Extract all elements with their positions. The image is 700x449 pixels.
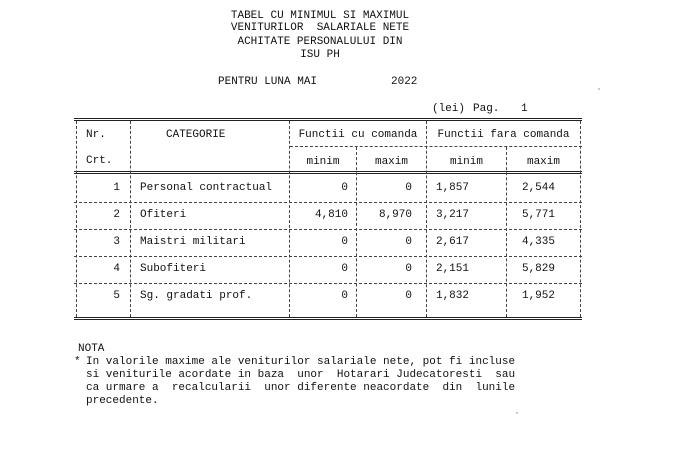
title-line-2: VENITURILOR SALARIALE NETE [230,22,410,34]
note-line-1: In valorile maxime ale veniturilor salariale nete, pot fi incluse [86,356,516,368]
row-5-fara-min: 1,832 [435,290,469,302]
row-4-nr: 4 [113,263,120,275]
title-line-4: ISU PH [300,49,340,61]
header-group-divider [290,146,582,147]
cu-min-header: minim [306,156,340,168]
note-line-2: si veniturile acordate in baza unor Hotarari Judecatoresti sau [86,369,516,381]
vline-left [76,121,77,317]
note-heading: NOTA [78,343,105,355]
row-4-category: Subofiteri [140,263,207,275]
row-3-category: Maistri militari [140,236,246,248]
row-1-category: Personal contractual [140,182,273,194]
row-5-nr: 5 [113,290,120,302]
col-crt-header: Crt. [86,155,113,167]
note-bullet: * [74,356,81,368]
row-3-cu-max: 0 [405,236,412,248]
cu-max-header: maxim [374,156,408,168]
row-4-cu-max: 0 [405,263,412,275]
row-2-nr: 2 [113,209,120,221]
page-number: 1 [521,103,528,115]
row-5-cu-min: 0 [341,290,348,302]
row-3-cu-min: 0 [341,236,348,248]
row-2-fara-min: 3,217 [435,209,469,221]
vline-right [580,121,581,317]
row-3-nr: 3 [113,236,120,248]
row-4-fara-min: 2,151 [435,263,469,275]
row-1-fara-min: 1,857 [435,182,469,194]
month-label: PENTRU LUNA MAI [218,76,318,88]
scan-speck [516,412,518,414]
year: 2022 [391,76,418,88]
row-4-cu-min: 0 [341,263,348,275]
row-1-fara-max: 2,544 [521,182,555,194]
row-1-nr: 1 [113,182,120,194]
col-nr-header: Nr. [86,129,106,141]
row-5-cu-max: 0 [405,290,412,302]
vline-nr [130,121,131,317]
col-category-header: CATEGORIE [166,129,226,141]
fara-min-header: minim [449,156,483,168]
page-label: Pag. [473,103,500,115]
row-4-fara-max: 5,829 [521,263,555,275]
row-2-cu-max: 8,970 [378,209,412,221]
row-3-fara-min: 2,617 [435,236,469,248]
note-line-3: ca urmare a recalcularii unor diferente neacordate din lunile [86,382,516,394]
table-bottom-border [74,317,582,320]
group-fara-comanda-header: Functii fara comanda [437,129,570,141]
scan-speck [598,88,600,90]
row-1-cu-min: 0 [341,182,348,194]
currency-label: (lei) [432,103,466,115]
title-line-1: TABEL CU MINIMUL SI MAXIMUL [230,10,410,22]
fara-max-header: maxim [526,156,560,168]
row-5-fara-max: 1,952 [521,290,555,302]
row-2-cu-min: 4,810 [314,209,348,221]
row-2-fara-max: 5,771 [521,209,555,221]
row-3-fara-max: 4,335 [521,236,555,248]
group-cu-comanda-header: Functii cu comanda [298,129,418,141]
row-5-category: Sg. gradati prof. [140,290,253,302]
note-line-4: precedente. [86,395,159,407]
title-line-3: ACHITATE PERSONALULUI DIN [237,36,403,48]
table-top-border [74,118,582,121]
row-2-category: Ofiteri [140,209,187,221]
row-1-cu-max: 0 [405,182,412,194]
